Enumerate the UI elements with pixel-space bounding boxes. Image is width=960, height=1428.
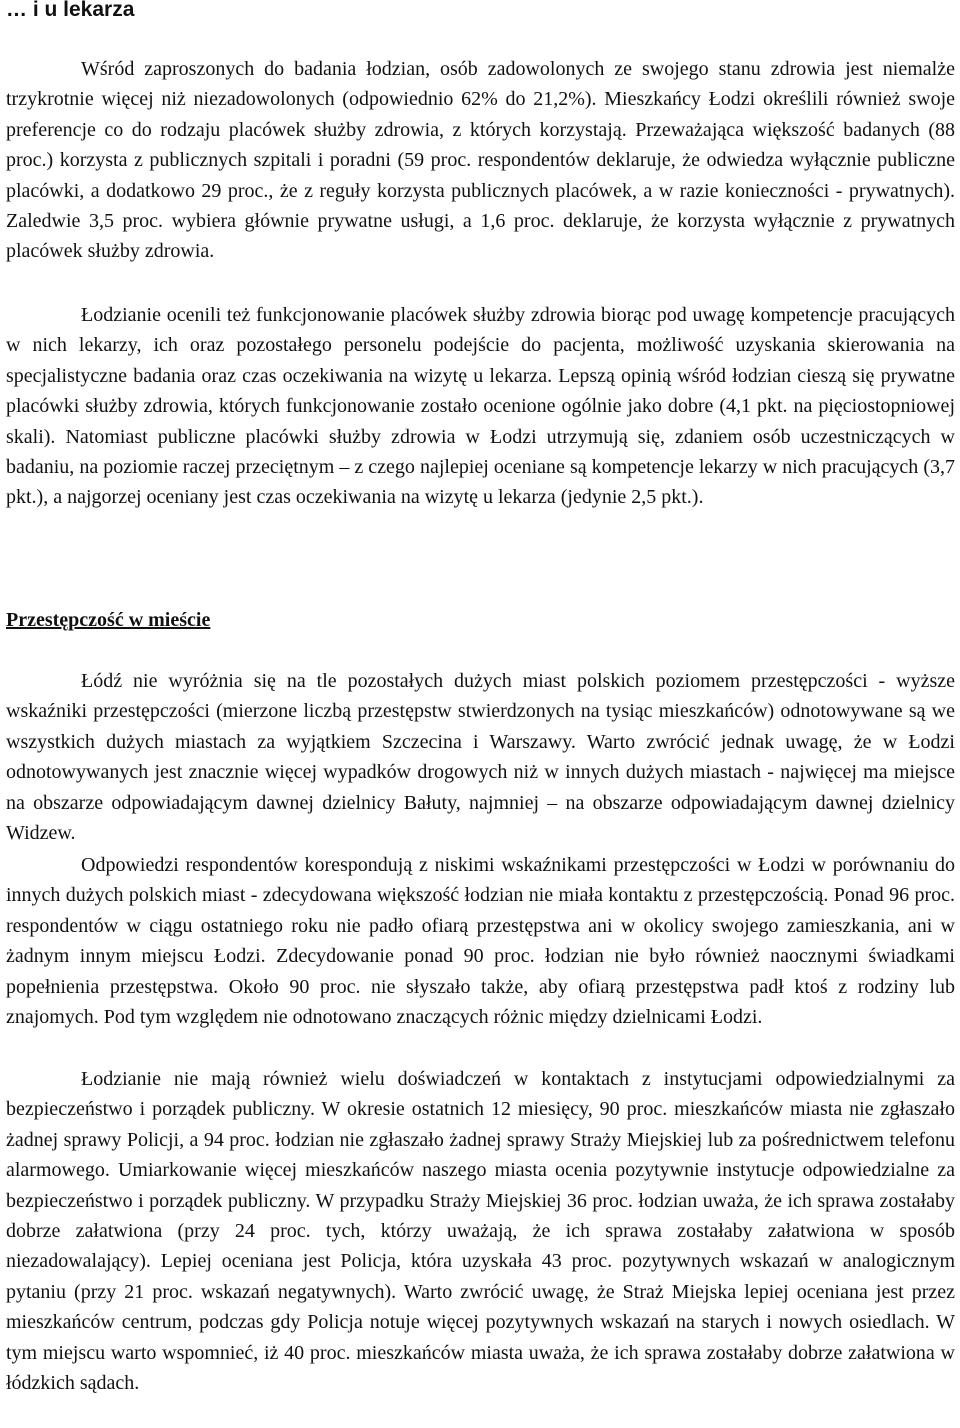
section-heading-health: … i u lekarza (6, 0, 135, 21)
paragraph-crime-experience: Odpowiedzi respondentów korespondują z niskimi wskaźnikami przestępczości w Łodzi w porównaniu do innych dużych polskich miast - zdecydowana większość łodzian nie miała kontaktu z przestępczością. Ponad 96 proc. respondentów w ciągu ostatniego roku nie padło ofiarą przestępstwa ani w okolicy swojego zamieszkania, ani w żadnym innym miejscu Łodzi. Zdecydowanie ponad 90 proc. łodzian nie było również naocznymi świadkami popełnienia przestępstwa. Około 90 proc. nie słyszało także, aby ofiarą przestępstwa padł ktoś z rodziny lub znajomych. Pod tym względem nie odnotowano znaczących różnic między dzielnicami Łodzi. (6, 854, 955, 1029)
paragraph-health-ratings: Łodzianie ocenili też funkcjonowanie placówek służby zdrowia biorąc pod uwagę kompetencje pracujących w nich lekarzy, ich oraz pozostałego personelu podejście do pacjenta, możliwość uzyskania skierowania na specjalistyczne badania oraz czas oczekiwania na wizytę u lekarza. Lepszą opinią wśród łodzian cieszą się prywatne placówki służby zdrowia, których funkcjonowanie zostało ocenione ogólnie jako dobre (4,1 pkt. na pięciostopniowej skali). Natomiast publiczne placówki służby zdrowia w Łodzi utrzymują się, zdaniem osób uczestniczących w badaniu, na poziomie raczej przeciętnym – z czego najlepiej oceniane są kompetencje lekarzy w nich pracujących (3,7 pkt.), a najgorzej oceniany jest czas oczekiwania na wizytę u lekarza (jedynie 2,5 pkt.). (6, 304, 955, 509)
paragraph-health-satisfaction-text: Wśród zaproszonych do badania łodzian, osób zadowolonych ze swojego stanu zdrowia jest niemalże trzykrotnie więcej niż niezadowolonych (odpowiednio 62% do 21,2%). Mieszkańcy Łodzi określili również swoje preferencje co do rodzaju placówek służby zdrowia, z których korzystają. Przeważająca większość badanych (88 proc.) korzysta z publicznych szpitali i poradni (59 proc. respondentów deklaruje, że odwiedza wyłącznie publiczne placówki, a dodatkowo 29 proc., że z reguły korzysta publicznych placówek, a w razie konieczności - prywatnych). Zaledwie 3,5 proc. wybiera głównie prywatne usługi, a 1,6 proc. deklaruje, że korzysta wyłącznie z prywatnych placówek służby zdrowia. (6, 58, 955, 263)
section-heading-crime: Przestępczość w mieście (6, 609, 211, 631)
paragraph-health-satisfaction (6, 54, 955, 267)
paragraph-crime-levels: Łódź nie wyróżnia się na tle pozostałych dużych miast polskich poziomem przestępczości - wyższe wskaźniki przestępczości (mierzone liczbą przestępstw stwierdzonych na tysiąc mieszkańców) odnotowywane są we wszystkich dużych miastach za wyjątkiem Szczecina i Warszawy. Warto zwrócić jednak uwagę, że w Łodzi odnotowywanych jest znacznie więcej wypadków drogowych niż w innych dużych miastach - najwięcej ma miejsce na obszarze odpowiadającym dawnej dzielnicy Bałuty, najmniej – na obszarze odpowiadającym dawnej dzielnicy Widzew. (6, 670, 955, 845)
paragraph-institutions: Łodzianie nie mają również wielu doświadczeń w kontaktach z instytucjami odpowiedzialnymi za bezpieczeństwo i porządek publiczny. W okresie ostatnich 12 miesięcy, 90 proc. mieszkańców miasta nie zgłaszało żadnej sprawy Policji, a 94 proc. łodzian nie zgłaszało żadnej sprawy Straży Miejskiej lub za pośrednictwem telefonu alarmowego. Umiarkowanie więcej mieszkańców naszego miasta ocenia pozytywnie instytucje odpowiedzialne za bezpieczeństwo i porządek publiczny. W przypadku Straży Miejskiej 36 proc. łodzian uważa, że ich sprawa zostałaby dobrze załatwiona (przy 24 proc. tych, którzy uważają, że ich sprawa zostałaby załatwiona w sposób niezadowalający). Lepiej oceniana jest Policja, która uzyskała 43 proc. pozytywnych wskazań w analogicznym pytaniu (przy 21 proc. wskazań negatywnych). Warto zwrócić uwagę, że Straż Miejska lepiej oceniana jest przez mieszkańców centrum, podczas gdy Policja notuje więcej pozytywnych wskazań na starych i nowych osiedlach. W tym miejscu warto wspomnieć, iż 40 proc. mieszkańców miasta uważa, że ich sprawa zostałaby dobrze załatwiona w łódzkich sądach. (6, 1068, 955, 1395)
